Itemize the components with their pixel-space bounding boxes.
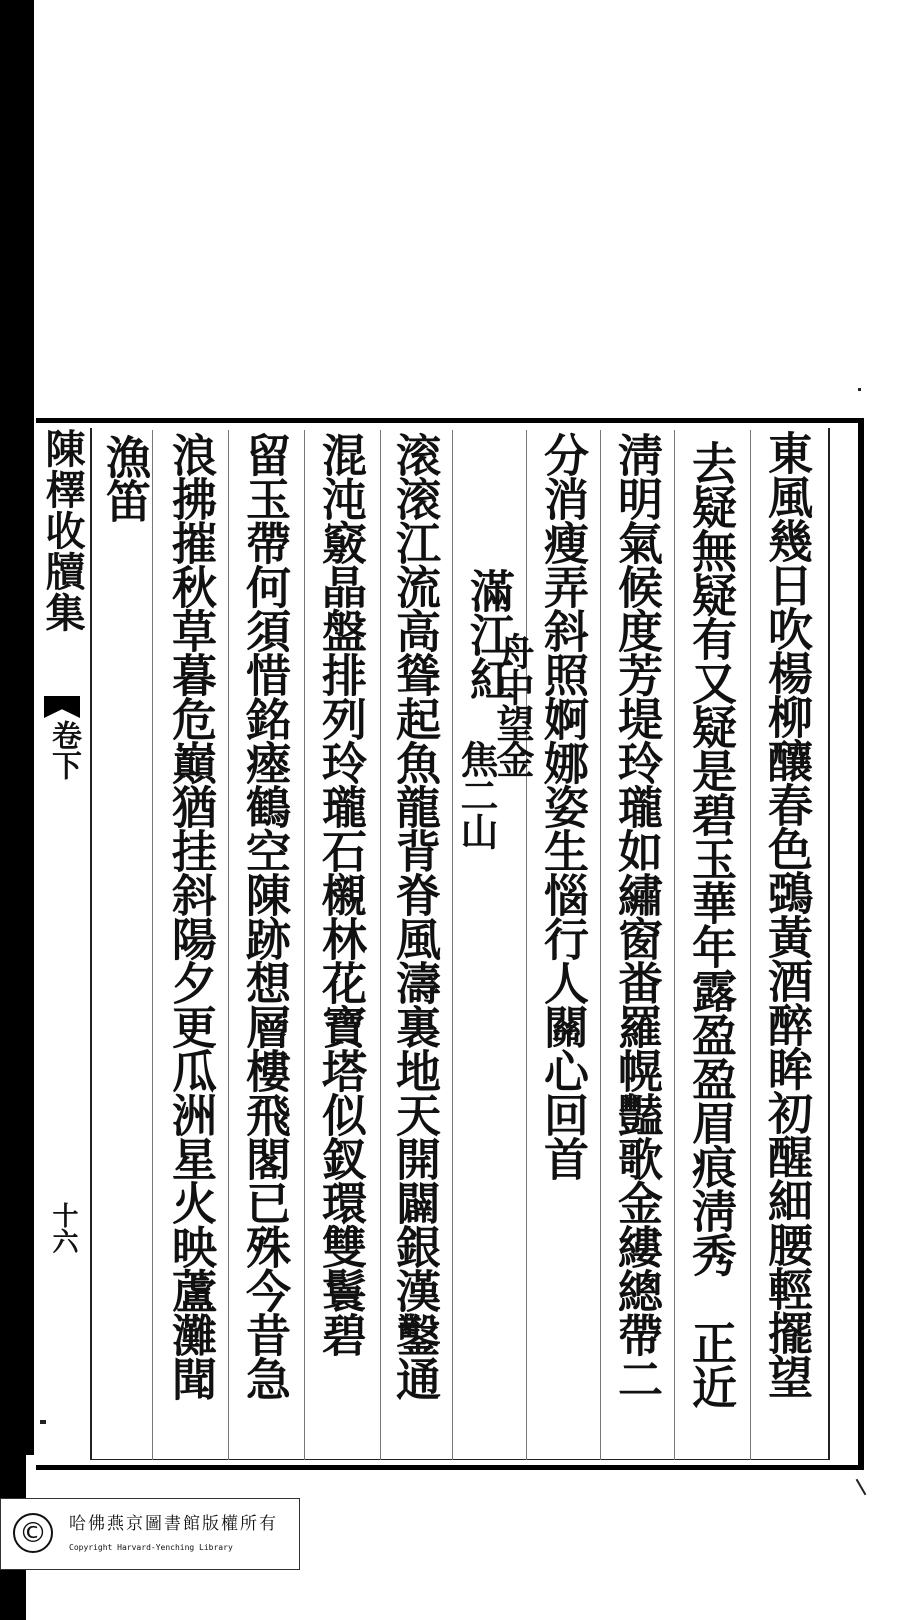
copyright-text-chinese: 哈佛燕京圖書館版權所有 [69, 1514, 278, 1534]
copyright-text-english: Copyright Harvard-Yenching Library [69, 1543, 233, 1552]
text-column-6: 滚滚江流高聳起魚龍背脊風濤裏地天開闢銀漢鑿通 [388, 432, 441, 1400]
book-title: 陳檡收牘集 [39, 428, 86, 633]
text-column-7: 混沌竅晶盤排列玲瓏石櫬林花寶塔似釵環雙鬟碧 [314, 432, 367, 1356]
scan-border-left [0, 0, 26, 1620]
column-rule [600, 430, 601, 1460]
poem-subtitle-right: 舟中望金 [490, 632, 535, 776]
column-rule [452, 430, 453, 1460]
column-rule [304, 430, 305, 1460]
copyright-stamp [0, 1498, 300, 1570]
page-number: 十六 [48, 1202, 78, 1254]
scan-speck [40, 1420, 46, 1424]
column-rule [750, 430, 751, 1460]
scan-speck [858, 388, 861, 391]
text-column-9: 浪拂摧秋草暮危巔猶挂斜陽夕更瓜洲星火映蘆灘聞 [164, 432, 217, 1400]
text-column-10: 漁笛 [98, 434, 151, 522]
column-rule [674, 430, 675, 1460]
text-column-1: 東風幾日吹楊柳釀春色鵶黃酒醉眸初醒細腰輕擺望 [760, 430, 813, 1398]
column-rule [228, 430, 229, 1460]
text-column-8: 留玉帶何須惜銘瘞鶴空陳跡想層樓飛閣已殊今昔急 [238, 432, 291, 1400]
column-rule [380, 430, 381, 1460]
scan-speck [856, 1479, 867, 1496]
book-spine [40, 428, 84, 1458]
text-column-3: 淸明氣候度芳堤玲瓏如繡窗畨羅幌豔歌金縷總帶二 [610, 432, 663, 1400]
text-column-2: 去疑無疑有又疑是碧玉華年露盈盈眉痕淸秀 正近 [684, 440, 737, 1408]
volume-label: 卷下 [46, 720, 81, 780]
scan-border-left-inner [26, 0, 34, 1455]
text-column-4: 分消瘦弄斜照婀娜姿生惱行人關心回首 [536, 432, 589, 1180]
poem-tune-title: 滿江紅 [462, 568, 515, 700]
column-rule [526, 430, 527, 1460]
fish-tail-mark-icon [44, 696, 80, 718]
column-rule [152, 430, 153, 1460]
copyright-icon: © [13, 1513, 53, 1553]
poem-subtitle-left: 焦二山 [454, 740, 499, 848]
